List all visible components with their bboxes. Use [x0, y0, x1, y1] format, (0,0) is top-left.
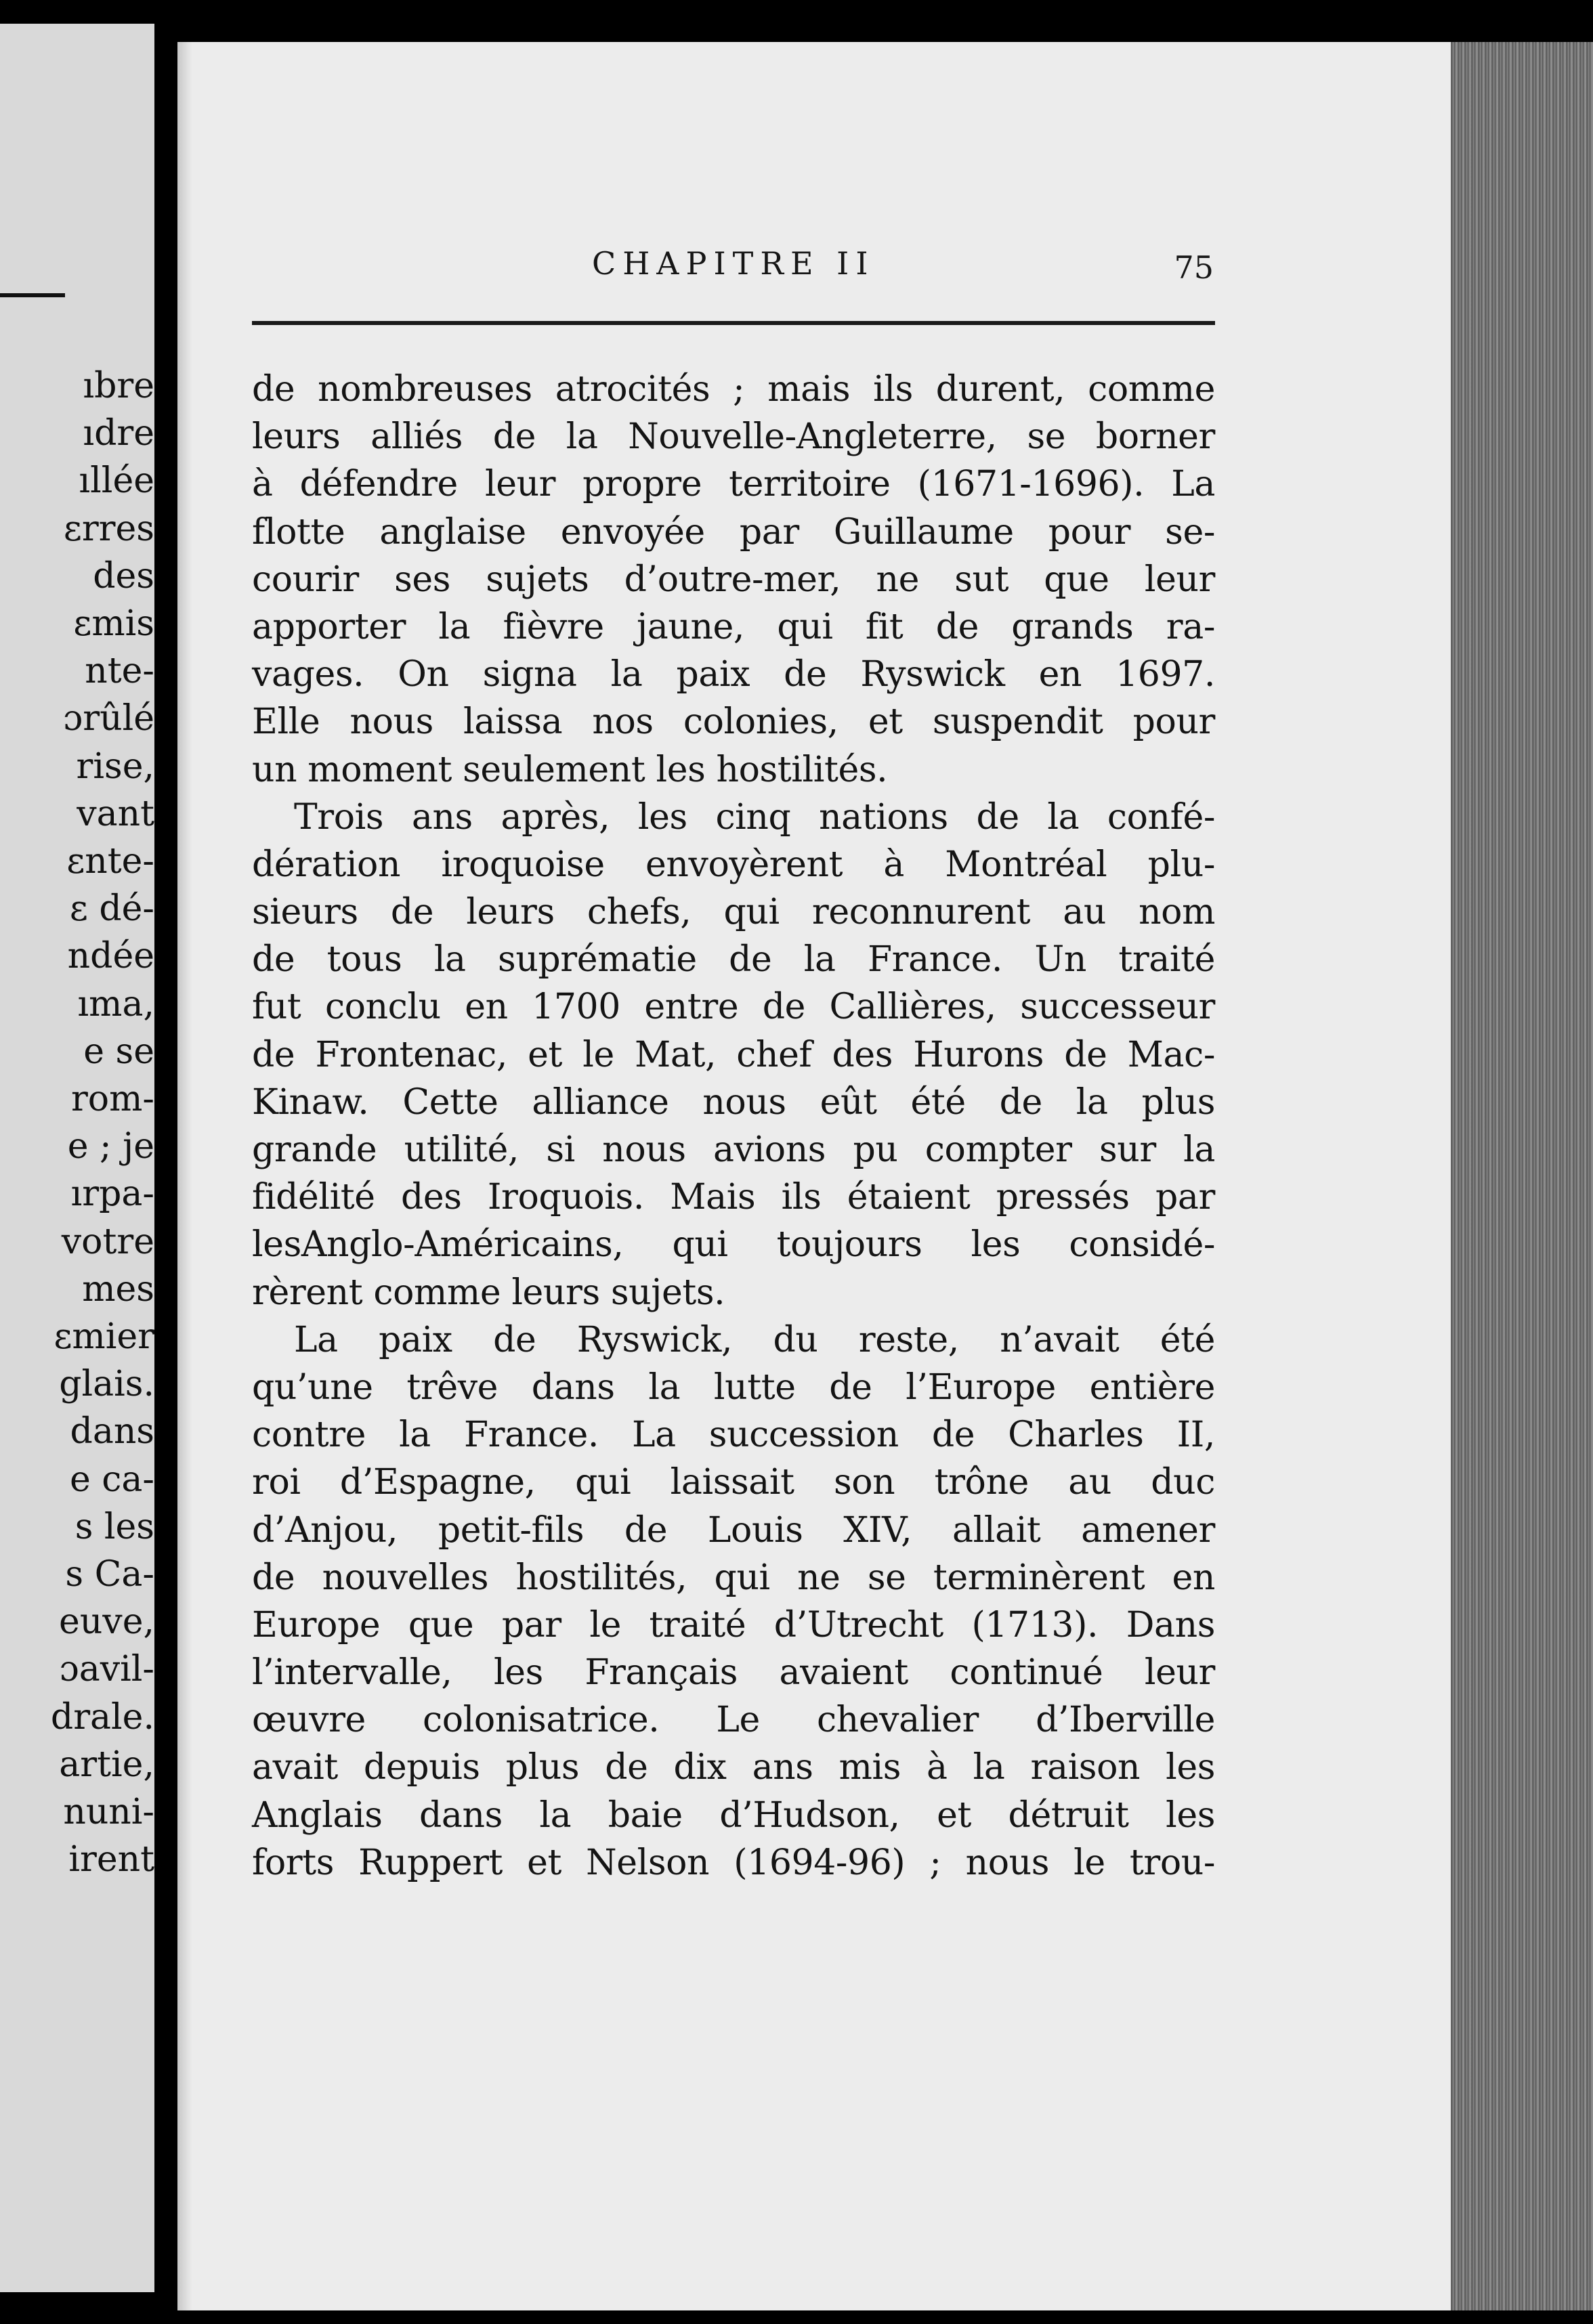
book-page-edge	[1435, 42, 1593, 2310]
previous-page-line: euve,	[59, 1601, 154, 1643]
previous-page-line: drale.	[50, 1696, 154, 1738]
previous-page-line: ıbre	[83, 366, 154, 406]
header-rule	[252, 321, 1215, 325]
page-number: 75	[1174, 249, 1214, 286]
text-line: fut conclu en 1700 entre de Callières, successeur	[252, 987, 1215, 1028]
text-line: d’Anjou, petit-fils de Louis XIV, allait amener	[252, 1509, 1215, 1551]
text-line: de nouvelles hostilités, qui ne se terminèrent en	[252, 1557, 1215, 1598]
previous-page-line: artie,	[59, 1744, 154, 1785]
text-line: Anglais dans la baie d’Hudson, et détruit les	[252, 1794, 1215, 1836]
text-line: apporter la fièvre jaune, qui fit de grands ra-	[252, 606, 1215, 647]
text-line: Trois ans après, les cinq nations de la confé-	[294, 796, 1215, 838]
text-line: sieurs de leurs chefs, qui reconnurent au nom	[252, 892, 1215, 933]
text-line: avait depuis plus de dix ans mis à la raison les	[252, 1747, 1215, 1788]
previous-page-line: vant	[77, 793, 154, 834]
previous-page-line: e ca-	[70, 1459, 154, 1500]
previous-page-line: ndée	[67, 936, 154, 977]
text-line: roi d’Espagne, qui laissait son trône au duc	[252, 1462, 1215, 1503]
previous-page-line: mes	[82, 1268, 154, 1310]
previous-page-line: e se	[83, 1031, 154, 1072]
previous-page-line: des	[93, 555, 154, 597]
previous-page-line: irent	[68, 1839, 154, 1880]
text-line: courir ses sujets d’outre-mer, ne sut que leur	[252, 559, 1215, 600]
previous-page-line: nte-	[85, 651, 154, 692]
text-line: forts Ruppert et Nelson (1694-96) ; nous le trou-	[252, 1842, 1215, 1883]
previous-page-line: ɛmis	[73, 603, 154, 645]
text-line: fidélité des Iroquois. Mais ils étaient pressés par	[252, 1177, 1215, 1218]
text-line: Europe que par le traité d’Utrecht (1713). Dans	[252, 1604, 1215, 1645]
previous-page-line: rise,	[76, 746, 154, 787]
previous-page-line: ıllée	[79, 460, 154, 502]
text-line: rèrent comme leurs sujets.	[252, 1272, 725, 1313]
text-line: leurs alliés de la Nouvelle-Angleterre, se borner	[252, 416, 1215, 458]
text-line: Kinaw. Cette alliance nous eût été de la plus	[252, 1081, 1215, 1123]
running-title: CHAPITRE II	[592, 245, 875, 282]
previous-page-line: ɛrres	[63, 508, 154, 549]
previous-page-line: dans	[70, 1411, 154, 1452]
running-header	[252, 245, 1214, 288]
previous-page-line: ɔavil-	[59, 1649, 154, 1690]
text-line: un moment seulement les hostilités.	[252, 749, 888, 790]
previous-page-line: ıma,	[77, 983, 154, 1025]
text-line: œuvre colonisatrice. Le chevalier d’Iberville	[252, 1700, 1215, 1741]
previous-page-line: ɔrûlé	[63, 698, 154, 739]
text-line: Elle nous laissa nos colonies, et suspendit pour	[252, 702, 1215, 743]
previous-page-line: ɛ dé-	[69, 888, 154, 930]
text-line: lesAnglo-Américains, qui toujours les considé-	[252, 1224, 1215, 1266]
previous-page-header-rule	[0, 293, 65, 297]
text-line: de nombreuses atrocités ; mais ils durent, comme	[252, 369, 1215, 410]
previous-page-line: ırpa-	[70, 1174, 154, 1215]
text-line: l’intervalle, les Français avaient continué leur	[252, 1652, 1215, 1694]
previous-page-line: s les	[75, 1506, 154, 1547]
body-text	[252, 366, 1215, 1887]
text-line: de tous la suprématie de la France. Un traité	[252, 939, 1215, 981]
text-line: vages. On signa la paix de Ryswick en 1697.	[252, 654, 1215, 695]
previous-page-line: s Ca-	[65, 1554, 154, 1595]
previous-page-line: votre	[61, 1221, 154, 1262]
previous-page-line: nuni-	[63, 1792, 154, 1833]
page-left-shadow	[177, 42, 192, 2310]
text-line: contre la France. La succession de Charles II,	[252, 1415, 1215, 1456]
previous-page-line: ıdre	[83, 413, 154, 454]
previous-page	[0, 24, 154, 2292]
previous-page-line: ɛnte-	[66, 841, 154, 882]
text-line: grande utilité, si nous avions pu compter sur la	[252, 1129, 1215, 1170]
text-line: La paix de Ryswick, du reste, n’avait été	[294, 1319, 1215, 1360]
previous-page-line: e ; je	[67, 1126, 154, 1167]
text-line: à défendre leur propre territoire (1671-1696). La	[252, 464, 1215, 505]
text-line: qu’une trêve dans la lutte de l’Europe entière	[252, 1367, 1215, 1408]
previous-page-text	[0, 362, 154, 1884]
text-line: dération iroquoise envoyèrent à Montréal plu-	[252, 844, 1215, 885]
text-line: de Frontenac, et le Mat, chef des Hurons de Mac-	[252, 1034, 1215, 1075]
previous-page-line: rom-	[70, 1079, 154, 1120]
previous-page-line: ɛmier	[54, 1316, 154, 1358]
previous-page-line: glais.	[59, 1364, 154, 1405]
text-line: flotte anglaise envoyée par Guillaume pour se-	[252, 511, 1215, 553]
